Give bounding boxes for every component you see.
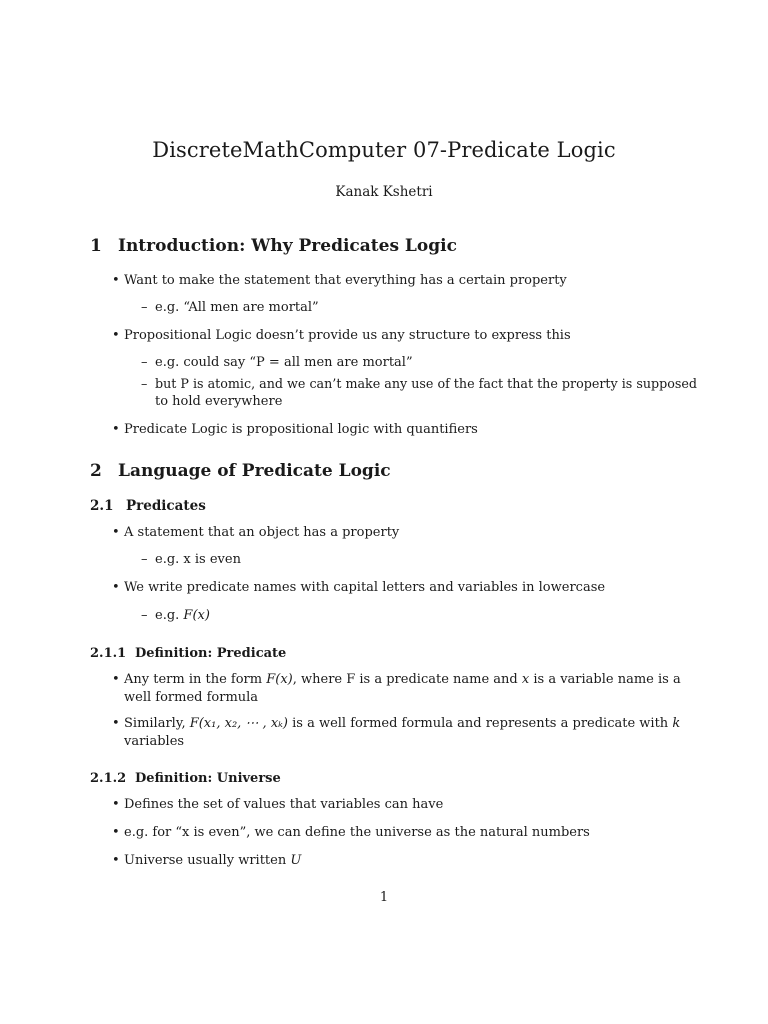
- bullet-marker: •: [112, 422, 120, 437]
- list-item-text: is a well formed formula and represents a predicate with: [287, 716, 673, 731]
- subsubsection-2-1-1-heading: [90, 646, 286, 661]
- sub-list-item: [141, 300, 319, 315]
- list-item-continuation: well formed formula: [124, 690, 259, 705]
- subsubsection-number: 2.1.1: [90, 646, 127, 661]
- dash-marker: –: [141, 608, 148, 623]
- list-item-text: e.g. for “x is even”, we can define the universe as the natural numbers: [124, 825, 590, 840]
- list-item-text: is a variable name is a: [529, 672, 681, 687]
- dash-marker: –: [141, 376, 148, 391]
- list-item-text: Any term in the form: [124, 672, 267, 687]
- sub-list-item-text: e.g. x is even: [155, 552, 241, 567]
- subsubsection-2-1-2-heading: [90, 771, 281, 786]
- list-item-text: A statement that an object has a property: [124, 525, 400, 540]
- section-number: 2: [90, 461, 102, 481]
- list-item: [112, 672, 681, 687]
- math-expression: U: [290, 853, 302, 868]
- section-1-heading: [90, 236, 457, 256]
- sub-list-item-text: but P is atomic, and we can’t make any use of the fact that the property is supposed: [155, 376, 698, 391]
- bullet-marker: •: [112, 580, 120, 595]
- section-title: Introduction: Why Predicates Logic: [118, 236, 457, 256]
- list-item: [112, 273, 567, 288]
- list-item: [112, 716, 680, 731]
- dash-marker: –: [141, 552, 148, 567]
- bullet-marker: •: [112, 328, 120, 343]
- subsection-number: 2.1: [90, 498, 114, 514]
- list-item-text: Similarly,: [124, 716, 190, 731]
- sub-list-item-text: e.g.: [155, 608, 184, 623]
- sub-list-item: [141, 608, 210, 623]
- sub-list-item-text: e.g. “All men are mortal”: [155, 300, 319, 315]
- sub-list-item-text: e.g. could say “P = all men are mortal”: [155, 355, 413, 370]
- list-item: [112, 525, 399, 540]
- list-item-text: Want to make the statement that everything has a certain property: [124, 273, 567, 288]
- section-number: 1: [90, 236, 102, 256]
- list-item-text: Defines the set of values that variables can have: [124, 797, 444, 812]
- subsection-2-1-heading: [90, 498, 206, 514]
- list-item: [112, 797, 443, 812]
- dash-marker: –: [141, 300, 148, 315]
- math-expression: F(x): [183, 608, 210, 623]
- sub-list-item: [141, 552, 241, 567]
- bullet-marker: •: [112, 797, 120, 812]
- document-title: DiscreteMathComputer 07-Predicate Logic: [152, 138, 616, 162]
- document-author: Kanak Kshetri: [335, 184, 433, 200]
- section-title: Language of Predicate Logic: [118, 461, 391, 481]
- list-item: [112, 580, 605, 595]
- list-item-text: , where F is a predicate name and: [292, 672, 522, 687]
- list-item: [112, 825, 590, 840]
- subsubsection-number: 2.1.2: [90, 771, 127, 786]
- bullet-marker: •: [112, 825, 120, 840]
- list-item-text: We write predicate names with capital letters and variables in lowercase: [124, 580, 606, 595]
- math-expression: F(x): [266, 672, 293, 687]
- subsection-title: Predicates: [126, 498, 206, 514]
- bullet-marker: •: [112, 672, 120, 687]
- math-expression: k: [672, 716, 681, 731]
- bullet-marker: •: [112, 273, 120, 288]
- list-item: [112, 422, 478, 437]
- bullet-marker: •: [112, 525, 120, 540]
- list-item-text: Universe usually written: [124, 853, 291, 868]
- dash-marker: –: [141, 355, 148, 370]
- sub-list-item-continuation: to hold everywhere: [155, 394, 283, 409]
- list-item-text: Predicate Logic is propositional logic with quantifiers: [124, 422, 478, 437]
- list-item: [112, 328, 571, 343]
- bullet-marker: •: [112, 853, 120, 868]
- subsubsection-title: Definition: Universe: [135, 771, 281, 786]
- list-item: [112, 853, 301, 868]
- bullet-marker: •: [112, 716, 120, 731]
- sub-list-item: [141, 376, 697, 391]
- math-expression: x: [521, 672, 530, 687]
- math-expression: F(x₁, x₂, ⋯ , xₖ): [189, 716, 288, 731]
- section-2-heading: [90, 461, 391, 481]
- list-item-text: Propositional Logic doesn’t provide us any structure to express this: [124, 328, 571, 343]
- subsubsection-title: Definition: Predicate: [135, 646, 287, 661]
- list-item-continuation: variables: [124, 734, 185, 749]
- page-number: 1: [379, 890, 389, 905]
- sub-list-item: [141, 355, 413, 370]
